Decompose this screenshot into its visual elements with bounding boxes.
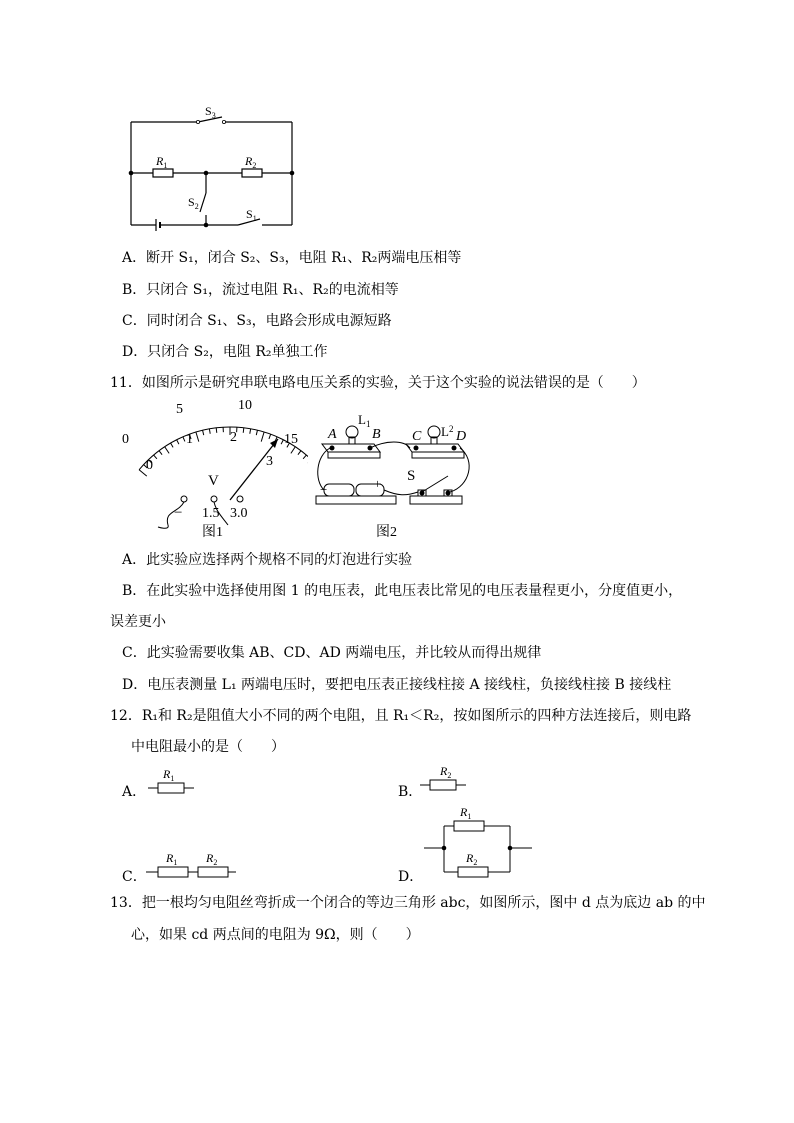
dial-tick (261, 432, 264, 442)
q12-label-b: B． (398, 784, 423, 800)
label-L2: $L^2$ (441, 424, 454, 439)
q12-diagram-a (148, 765, 198, 797)
svg-text:R1: $R_1$ (460, 805, 472, 821)
svg-text:R2: $R_2$ (440, 764, 452, 780)
label-C: C (412, 429, 422, 444)
dial-tick (203, 430, 204, 435)
outer-tick-10: 10 (238, 398, 252, 413)
label-s2: $S_2$ (188, 195, 199, 211)
dial-tick (196, 432, 199, 442)
dial-arc (139, 427, 308, 470)
outer-tick-0: 0 (122, 432, 129, 447)
dial-tick (256, 430, 257, 435)
q12-diagram-c (146, 847, 236, 881)
label-A: A (328, 427, 337, 442)
svg-text:R1: $R_1$ (166, 851, 178, 867)
circuit-diagram-q10 (120, 95, 310, 235)
q12-diagram-d (424, 800, 536, 886)
dial-tick (291, 447, 295, 454)
q10-option-a: A．断开 S₁，闭合 S₂、S₃，电阻 R₁、R₂两端电压相等 (122, 250, 462, 266)
battery-minus: − (320, 482, 328, 497)
q12-diagram-b (420, 762, 470, 794)
label-r1: $R_1$ (156, 154, 168, 170)
q11-option-d: D．电压表测量 L₁ 两端电压时，要把电压表正接线柱接 A 接线柱，负接线柱接 B 接线柱 (122, 677, 672, 693)
q11-stem: 11．如图所示是研究串联电路电压关系的实验，关于这个实验的说法错误的是（ ） (110, 375, 646, 391)
label-s3: $S_3$ (205, 104, 216, 120)
label-r2: $R_2$ (245, 154, 257, 170)
q11-option-b-line1: B．在此实验中选择使用图 1 的电压表，此电压表比常见的电压表量程更小，分度值更小， (122, 583, 683, 599)
dial-tick (250, 429, 251, 434)
voltmeter-unit: V (208, 473, 219, 489)
dial-tick (269, 434, 271, 439)
q12-label-c: C． (122, 869, 147, 885)
dial-tick (177, 440, 179, 444)
q12-label-d: D． (398, 869, 424, 885)
dial-tick (303, 455, 306, 459)
dial-tick (171, 443, 174, 447)
inner-tick-2: 2 (230, 430, 237, 445)
inner-tick-1: 1 (186, 432, 193, 447)
q11-option-a: A．此实验应选择两个规格不同的灯泡进行实验 (122, 552, 413, 568)
voltmeter-needle (230, 439, 278, 500)
outer-tick-15: 15 (284, 432, 298, 447)
q12-stem-line2: 中电阻最小的是（ ） (131, 739, 285, 755)
dial-tick (243, 428, 244, 433)
dial-tick (298, 451, 301, 455)
label-B: B (372, 427, 381, 442)
dial-tick (281, 440, 283, 444)
dial-tick (209, 429, 210, 434)
label-S: S (407, 468, 416, 484)
dial-tick (165, 447, 169, 454)
q11-option-c: C．此实验需要收集 AB、CD、AD 两端电压，并比较从而得出规律 (122, 645, 542, 661)
q13-stem-line1: 13．把一根均匀电阻丝弯折成一个闭合的等边三角形 abc，如图所示，图中 d 点为底边 ab 的中 (110, 895, 706, 911)
q10-option-b: B．只闭合 S₁，流过电阻 R₁、R₂的电流相等 (122, 282, 399, 298)
inner-tick-3: 3 (266, 454, 273, 469)
q13-stem-line2: 心，如果 cd 两点间的电阻为 9Ω，则（ ） (131, 927, 420, 943)
dial-tick (159, 451, 162, 455)
terminal-1-5: 1.5 (202, 506, 220, 521)
dial-tick (154, 455, 157, 459)
label-D: D (456, 429, 467, 444)
svg-text:R1: $R_1$ (163, 767, 175, 783)
q12-label-a: A． (122, 784, 147, 800)
terminal-3-0: 3.0 (230, 506, 248, 521)
voltmeter-figure (118, 395, 308, 545)
svg-text:R2: $R_2$ (206, 851, 218, 867)
q10-option-c: C．同时闭合 S₁、S₃，电路会形成电源短路 (122, 313, 392, 329)
figure2-caption: 图2 (376, 525, 397, 540)
q10-option-d: D．只闭合 S₂，电阻 R₂单独工作 (122, 344, 328, 360)
battery-plus: + (374, 476, 382, 491)
series-circuit-figure (310, 410, 480, 545)
inner-tick-0: 0 (146, 458, 153, 473)
dial-tick (183, 437, 185, 442)
outer-tick-5: 5 (176, 402, 183, 417)
q12-stem-line1: 12．R₁和 R₂是阻值大小不同的两个电阻，且 R₁＜R₂，按如图所示的四种方法连接后，则电路 (110, 708, 692, 724)
q11-option-b-line2: 误差更小 (110, 614, 166, 630)
label-L1: $L_1$ (358, 412, 371, 429)
svg-text:R2: $R_2$ (466, 851, 478, 867)
dial-tick (216, 428, 217, 433)
figure1-caption: 图1 (202, 525, 223, 540)
terminal-minus: − (174, 505, 183, 521)
label-s1: $S_1$ (246, 207, 257, 223)
